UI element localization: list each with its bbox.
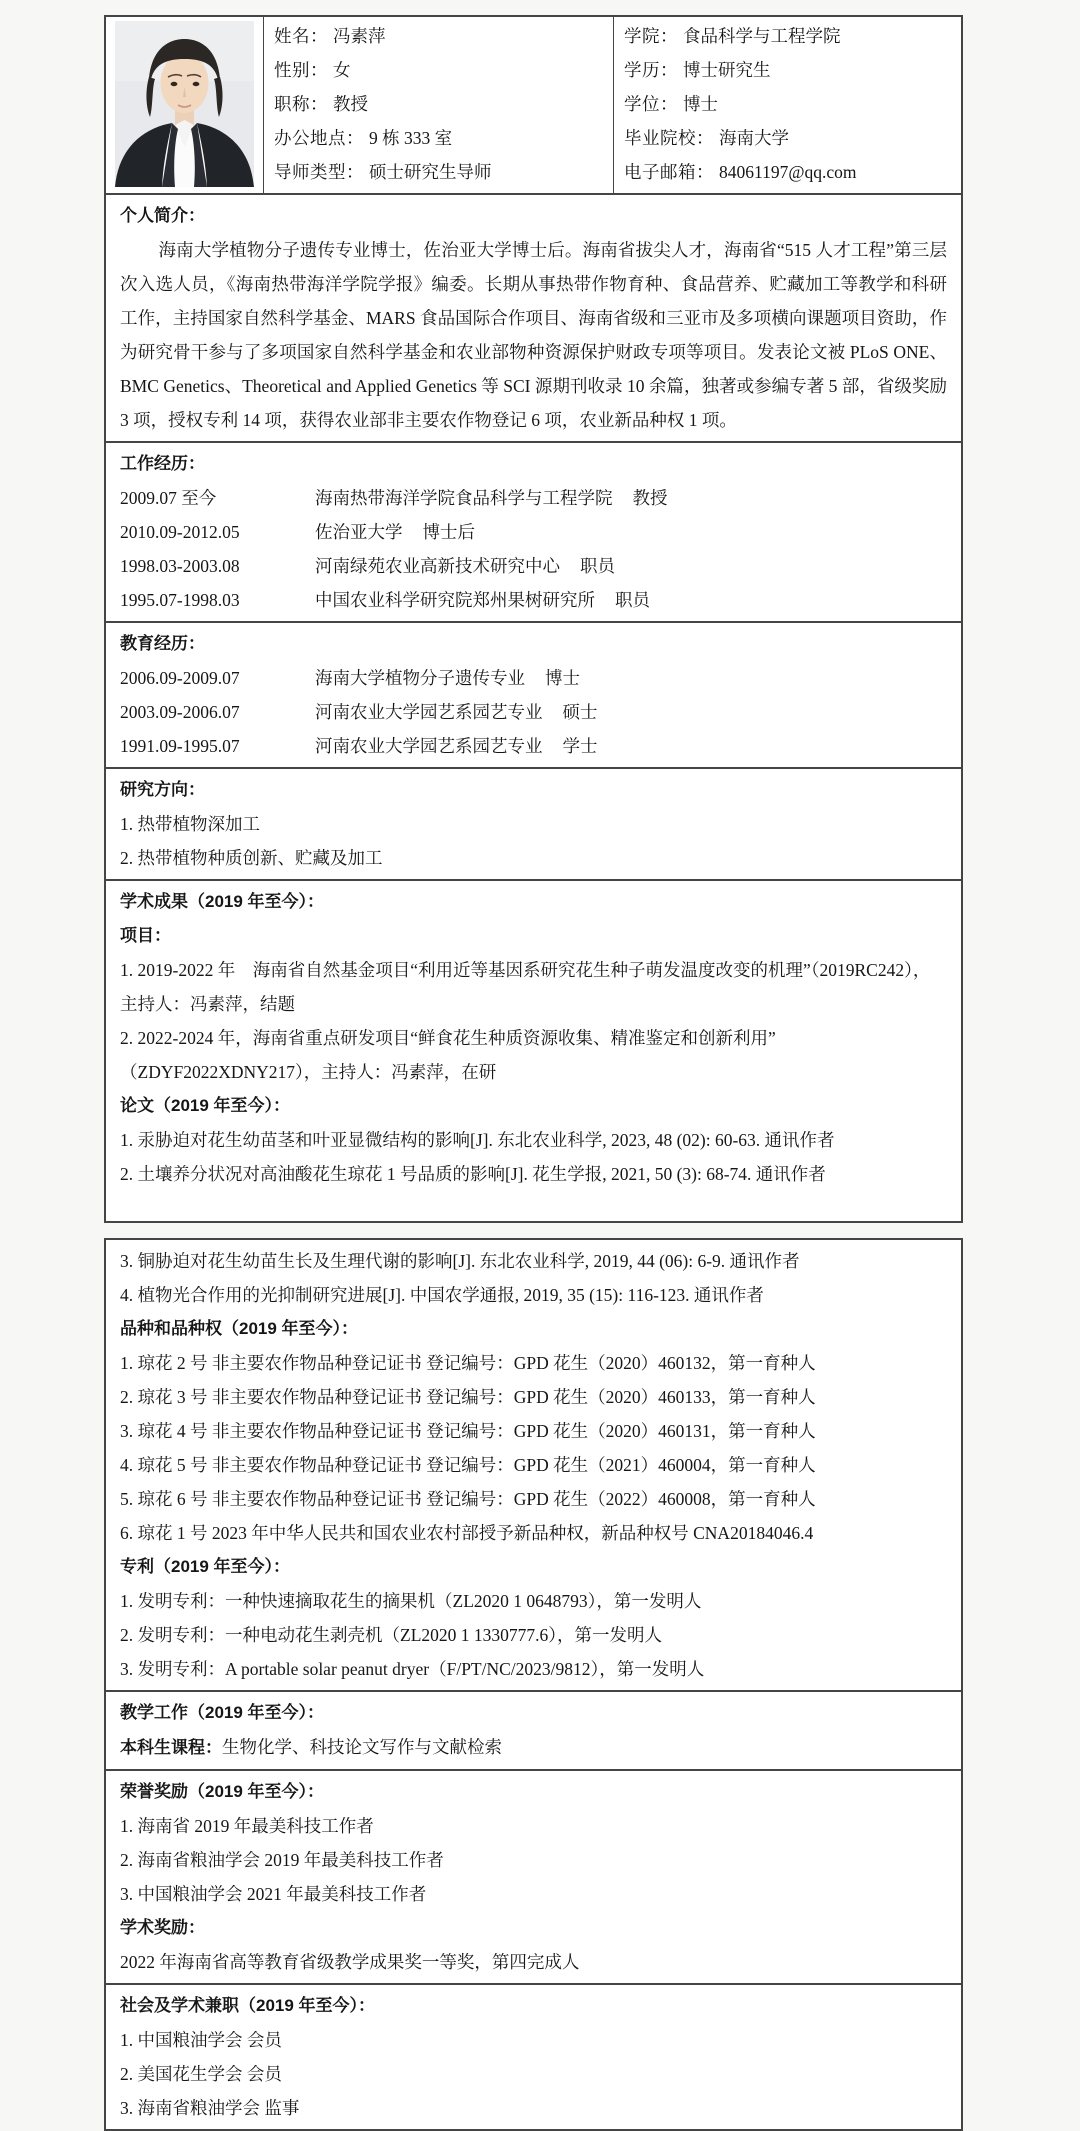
project-item: 1. 2019-2022 年 海南省自然基金项目“利用近等基因系研究花生种子萌发温度改变的机理”（2019RC242），主持人：冯素萍，结题: [120, 960, 931, 1014]
membership-item: 1. 中国粮油学会 会员: [120, 2030, 282, 2050]
patent-item: 2. 发明专利：一种电动花生剥壳机（ZL2020 1 1330777.6），第一发明人: [120, 1625, 663, 1645]
variety-item: 6. 琼花 1 号 2023 年中华人民共和国农业农村部授予新品种权，新品种权号 CNA20184046.4: [120, 1523, 814, 1543]
field-value: 博士: [683, 94, 718, 114]
work-role: 教授: [632, 488, 668, 508]
work-period: 2009.07 至今: [120, 488, 217, 508]
field-email: [624, 155, 961, 189]
section-achievements-continued: [106, 1240, 961, 1690]
work-place: 佐治亚大学: [315, 522, 403, 542]
membership-item: 2. 美国花生学会 会员: [120, 2064, 282, 2084]
subsection-heading-academic-awards: 学术奖励：: [120, 1918, 205, 1937]
cv-document-page-2: [104, 1238, 963, 2131]
membership-item: 3. 海南省粮油学会 监事: [120, 2098, 300, 2118]
paper-item: 4. 植物光合作用的光抑制研究进展[J]. 中国农学通报, 2019, 35 (15): 116-123. 通讯作者: [120, 1285, 764, 1305]
field-office: [274, 121, 613, 155]
field-value: 硕士研究生导师: [369, 162, 492, 182]
education-row: [120, 729, 947, 763]
section-academic-achievements: [106, 879, 961, 1195]
field-value: 海南大学: [719, 128, 789, 148]
variety-item: 1. 琼花 2 号 非主要农作物品种登记证书 登记编号：GPD 花生（2020）460132，第一育种人: [120, 1353, 816, 1373]
work-place: 中国农业科学研究院郑州果树研究所: [315, 590, 595, 610]
field-label: 姓名：: [274, 26, 328, 46]
field-title: [274, 87, 613, 121]
field-label: 性别：: [274, 60, 328, 80]
honor-item: 3. 中国粮油学会 2021 年最美科技工作者: [120, 1884, 427, 1904]
field-label: 学院：: [624, 26, 678, 46]
field-alma-mater: [624, 121, 961, 155]
profile-fields-right: [614, 17, 961, 193]
variety-item: 4. 琼花 5 号 非主要农作物品种登记证书 登记编号：GPD 花生（2021）460004，第一育种人: [120, 1455, 816, 1475]
variety-item: 3. 琼花 4 号 非主要农作物品种登记证书 登记编号：GPD 花生（2020）460131，第一育种人: [120, 1421, 816, 1441]
section-personal-intro: [106, 193, 961, 441]
section-heading: 学术成果（2019 年至今）：: [120, 892, 325, 911]
section-heading: 工作经历：: [120, 454, 205, 473]
edu-program: 河南农业大学园艺系园艺专业: [315, 736, 543, 756]
work-history-row: [120, 481, 947, 515]
course-line: [120, 1730, 947, 1765]
profile-header: [106, 17, 961, 193]
field-education-level: [624, 53, 961, 87]
edu-period: 2006.09-2009.07: [120, 668, 240, 688]
patent-item: 1. 发明专利：一种快速摘取花生的摘果机（ZL2020 1 0648793），第一发明人: [120, 1591, 702, 1611]
field-gender: [274, 53, 613, 87]
field-label: 办公地点：: [274, 128, 364, 148]
work-role: 职员: [580, 556, 615, 576]
field-label: 电子邮箱：: [624, 162, 714, 182]
field-value: 女: [333, 60, 351, 80]
subsection-heading-varieties: 品种和品种权（2019 年至今）：: [120, 1319, 359, 1338]
patent-item: 3. 发明专利：A portable solar peanut dryer（F/PT/NC/2023/9812），第一发明人: [120, 1659, 705, 1679]
edu-degree: 学士: [562, 736, 598, 756]
section-heading: 荣誉奖励（2019 年至今）：: [120, 1782, 325, 1801]
paper-item: 2. 土壤养分状况对高油酸花生琼花 1 号品质的影响[J]. 花生学报, 2021, 50 (3): 68-74. 通讯作者: [120, 1164, 826, 1184]
honor-item: 1. 海南省 2019 年最美科技工作者: [120, 1816, 374, 1836]
section-heading: 研究方向：: [120, 780, 205, 799]
field-value: 食品科学与工程学院: [683, 26, 841, 46]
subsection-heading-papers: 论文（2019 年至今）：: [120, 1096, 291, 1115]
section-memberships: [106, 1983, 961, 2129]
work-history-row: [120, 583, 947, 617]
field-value: 教授: [333, 94, 368, 114]
edu-degree: 硕士: [562, 702, 598, 722]
profile-photo: [115, 21, 254, 187]
work-period: 1995.07-1998.03: [120, 590, 240, 610]
field-label: 学位：: [624, 94, 678, 114]
course-label: 本科生课程：: [120, 1738, 222, 1757]
work-period: 1998.03-2003.08: [120, 556, 240, 576]
profile-fields-left: [264, 17, 614, 193]
profile-photo-cell: [106, 17, 264, 193]
cv-document-page-1: [104, 15, 963, 1223]
list-item: 1. 热带植物深加工: [120, 814, 260, 834]
field-college: [624, 19, 961, 53]
work-history-row: [120, 549, 947, 583]
work-place: 河南绿苑农业高新技术研究中心: [315, 556, 560, 576]
subsection-heading-projects: 项目：: [120, 926, 171, 945]
edu-period: 1991.09-1995.07: [120, 736, 240, 756]
section-heading: 个人简介：: [120, 206, 205, 225]
section-heading: 教学工作（2019 年至今）：: [120, 1703, 325, 1722]
work-role: 博士后: [422, 522, 475, 542]
section-honors: [106, 1769, 961, 1983]
edu-program: 海南大学植物分子遗传专业: [315, 668, 525, 688]
work-place: 海南热带海洋学院食品科学与工程学院: [315, 488, 613, 508]
section-heading: 社会及学术兼职（2019 年至今）：: [120, 1996, 376, 2015]
section-education: [106, 621, 961, 767]
field-value: 9 栋 333 室: [369, 128, 453, 148]
field-value: 冯素萍: [333, 26, 386, 46]
field-name: [274, 19, 613, 53]
variety-item: 5. 琼花 6 号 非主要农作物品种登记证书 登记编号：GPD 花生（2022）460008，第一育种人: [120, 1489, 816, 1509]
field-value: 博士研究生: [683, 60, 771, 80]
project-item: 2. 2022-2024 年，海南省重点研发项目“鲜食花生种质资源收集、精准鉴定和创新利用”（ZDYF2022XDNY217），主持人：冯素萍，在研: [120, 1028, 776, 1082]
field-label: 导师类型：: [274, 162, 364, 182]
paper-item: 1. 汞胁迫对花生幼苗茎和叶亚显微结构的影响[J]. 东北农业科学, 2023, 48 (02): 60-63. 通讯作者: [120, 1130, 835, 1150]
email-value: 84061197@qq.com: [719, 162, 857, 182]
work-period: 2010.09-2012.05: [120, 522, 240, 542]
edu-period: 2003.09-2006.07: [120, 702, 240, 722]
field-label: 学历：: [624, 60, 678, 80]
education-row: [120, 661, 947, 695]
edu-degree: 博士: [545, 668, 580, 688]
section-heading: 教育经历：: [120, 634, 205, 653]
subsection-heading-patents: 专利（2019 年至今）：: [120, 1557, 291, 1576]
section-teaching: [106, 1690, 961, 1769]
work-role: 职员: [615, 590, 650, 610]
edu-program: 河南农业大学园艺系园艺专业: [315, 702, 543, 722]
work-history-row: [120, 515, 947, 549]
field-degree: [624, 87, 961, 121]
section-work-history: [106, 441, 961, 621]
list-item: 2. 热带植物种质创新、贮藏及加工: [120, 848, 383, 868]
field-label: 职称：: [274, 94, 328, 114]
course-value: 生物化学、科技论文写作与文献检索: [222, 1737, 502, 1757]
field-supervisor-type: [274, 155, 613, 189]
honor-item: 2. 海南省粮油学会 2019 年最美科技工作者: [120, 1850, 444, 1870]
variety-item: 2. 琼花 3 号 非主要农作物品种登记证书 登记编号：GPD 花生（2020）460133，第一育种人: [120, 1387, 816, 1407]
field-label: 毕业院校：: [624, 128, 714, 148]
paper-item: 3. 铜胁迫对花生幼苗生长及生理代谢的影响[J]. 东北农业科学, 2019, 44 (06): 6-9. 通讯作者: [120, 1251, 800, 1271]
education-row: [120, 695, 947, 729]
academic-award-item: 2022 年海南省高等教育省级教学成果奖一等奖，第四完成人: [120, 1952, 580, 1972]
intro-paragraph: 海南大学植物分子遗传专业博士，佐治亚大学博士后。海南省拔尖人才，海南省“515 人才工程”第三层次入选人员，《海南热带海洋学院学报》编委。长期从事热带作物育种、食品营养、贮藏加工等教学和科研工作，主持国家自然科学基金、MARS 食品国际合作项目、海南省级和三亚市及多项横向课题项目资助，作为研究骨干参与了多项国家自然科学基金和农业部物种资源保护财政专项等项目。发表论文被 PLoS ONE、BMC Genetics、Theoretical and Applied Genetics 等 SCI 源期刊收录 10 余篇，独著或参编专著 5 部，省级奖励 3 项，授权专利 14 项，获得农业部非主要农作物登记 6 项，农业新品种权 1 项。: [120, 240, 947, 430]
section-research-directions: [106, 767, 961, 879]
